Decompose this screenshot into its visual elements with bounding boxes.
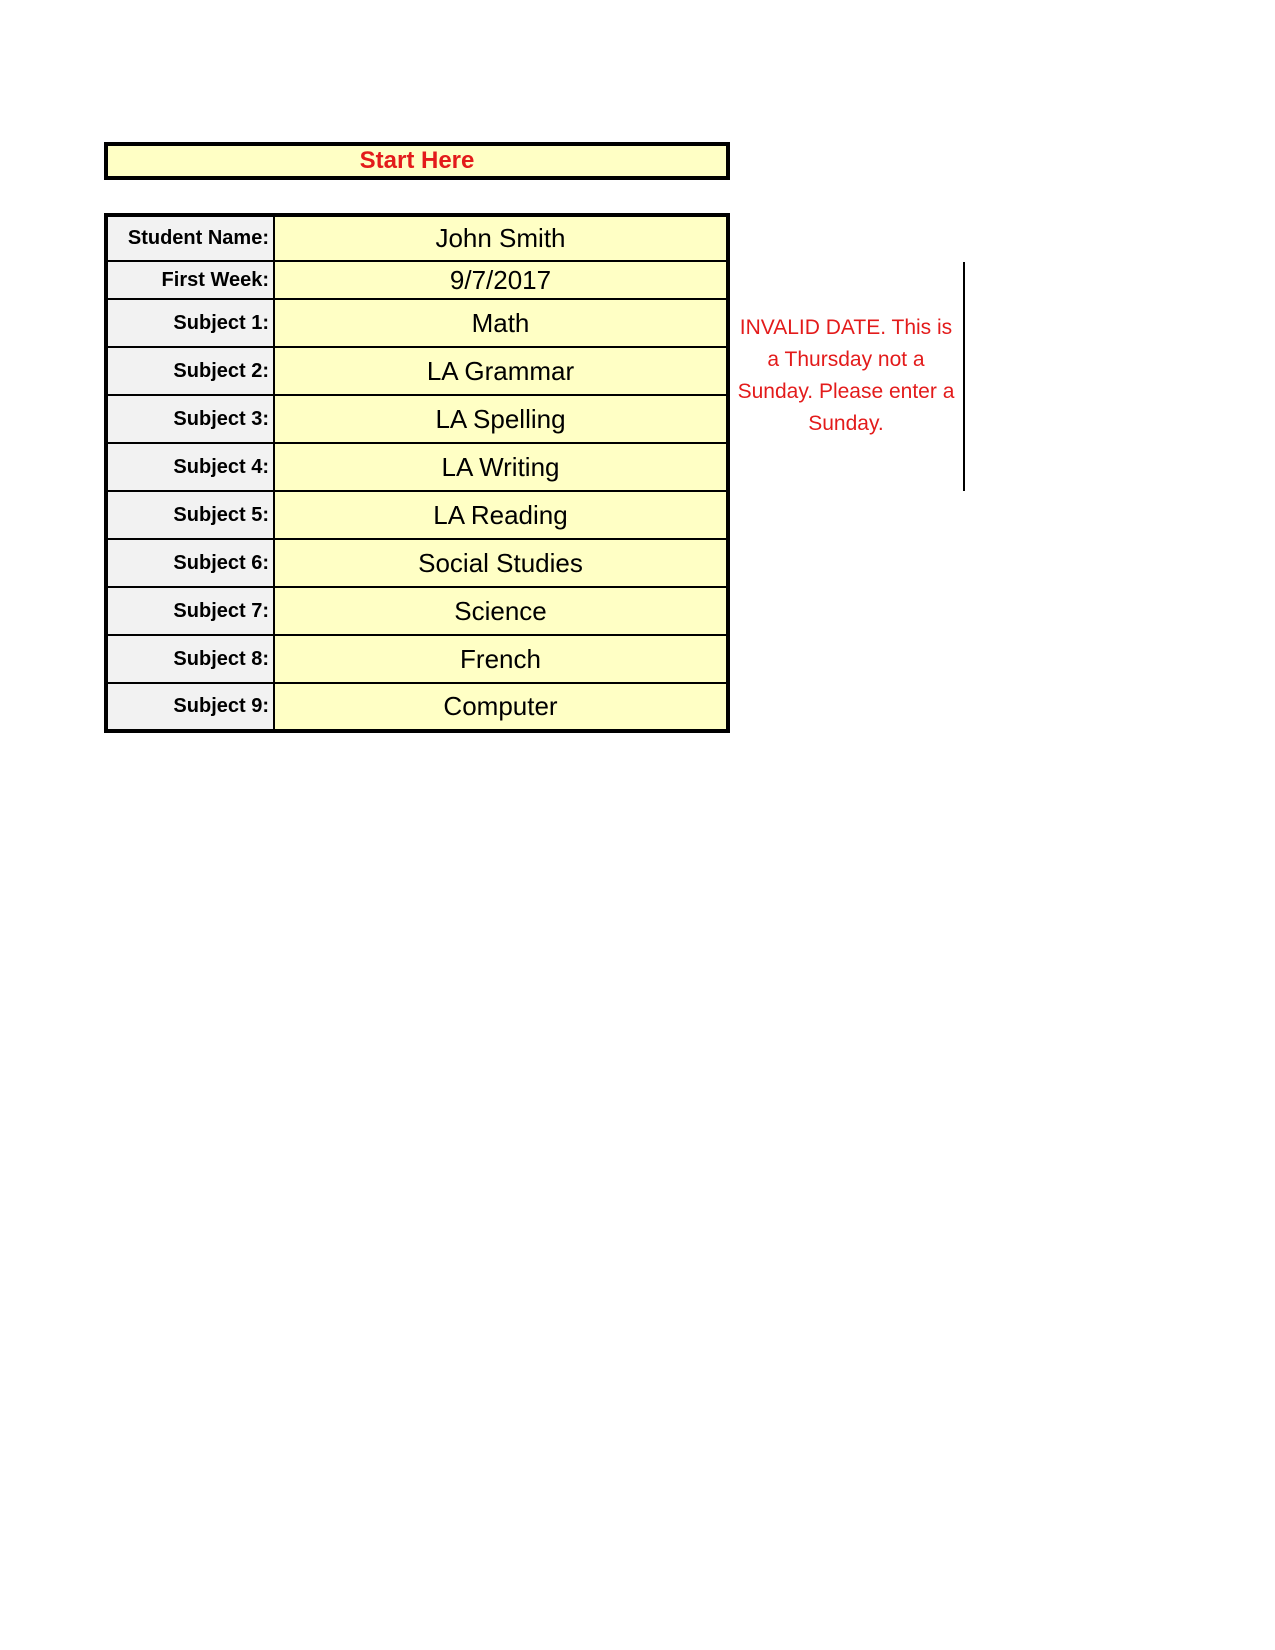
subject-3-field[interactable]: LA Spelling [274, 395, 728, 443]
student-info-table [104, 213, 730, 733]
table-row [106, 683, 728, 731]
subject-6-label: Subject 6: [106, 539, 274, 587]
start-here-banner [104, 142, 730, 180]
invalid-date-warning: INVALID DATE. This is a Thursday not a Sunday. Please enter a Sunday. [737, 316, 955, 435]
subject-6-field[interactable]: Social Studies [274, 539, 728, 587]
table-row [106, 635, 728, 683]
vertical-divider [963, 262, 965, 491]
subject-7-field[interactable]: Science [274, 587, 728, 635]
subject-2-field[interactable]: LA Grammar [274, 347, 728, 395]
subject-8-field[interactable]: French [274, 635, 728, 683]
student-name-field[interactable]: John Smith [274, 215, 728, 261]
subject-3-label: Subject 3: [106, 395, 274, 443]
subject-7-label: Subject 7: [106, 587, 274, 635]
subject-1-field[interactable]: Math [274, 299, 728, 347]
subject-9-label: Subject 9: [106, 683, 274, 731]
subject-5-label: Subject 5: [106, 491, 274, 539]
subject-2-label: Subject 2: [106, 347, 274, 395]
table-row [106, 491, 728, 539]
table-row [106, 587, 728, 635]
table-row [106, 299, 728, 347]
subject-1-label: Subject 1: [106, 299, 274, 347]
table-row [106, 443, 728, 491]
subject-4-field[interactable]: LA Writing [274, 443, 728, 491]
table-row [106, 261, 728, 299]
table-row [106, 347, 728, 395]
subject-9-field[interactable]: Computer [274, 683, 728, 731]
subject-4-label: Subject 4: [106, 443, 274, 491]
student-name-label: Student Name: [106, 215, 274, 261]
subject-5-field[interactable]: LA Reading [274, 491, 728, 539]
subject-8-label: Subject 8: [106, 635, 274, 683]
table-row [106, 215, 728, 261]
first-week-field[interactable]: 9/7/2017 [274, 261, 728, 299]
first-week-label: First Week: [106, 261, 274, 299]
start-here-title: Start Here [359, 147, 475, 174]
table-row [106, 539, 728, 587]
table-row [106, 395, 728, 443]
